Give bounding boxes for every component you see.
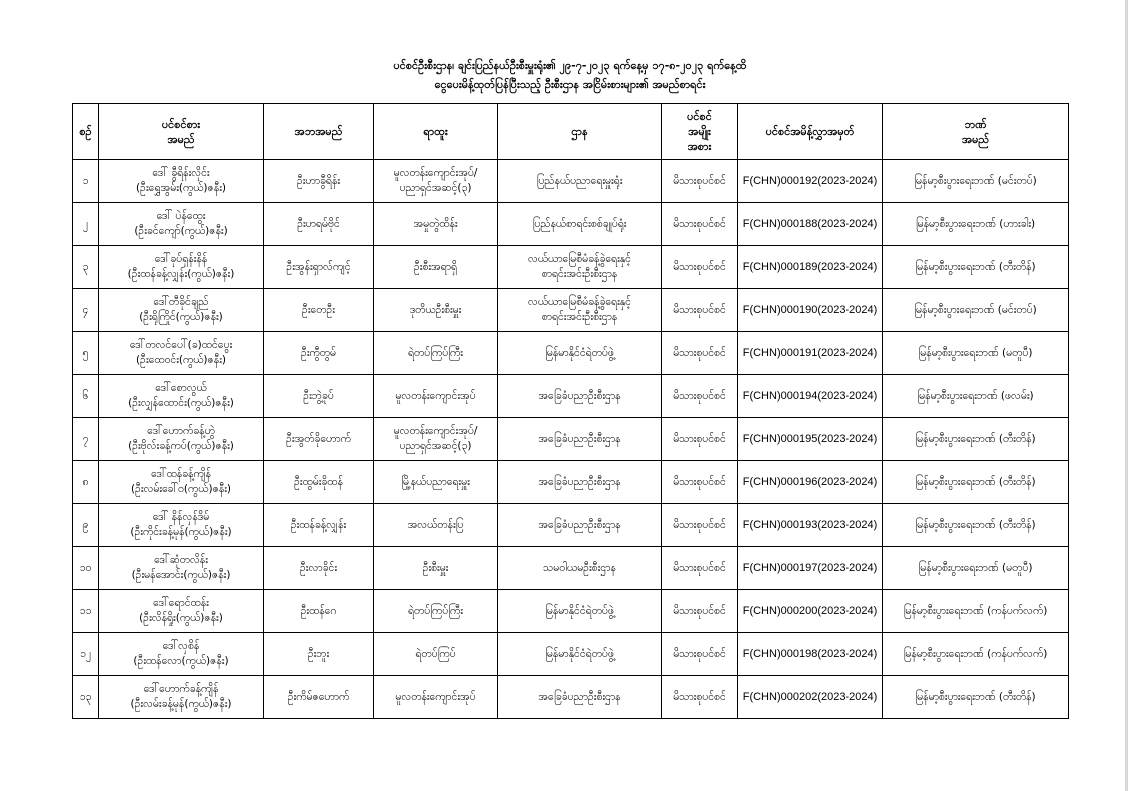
cell-father-name bbox=[264, 504, 374, 547]
bank-name: မြန်မာ့စီးပွားရေးဘဏ် (မတူပီ) bbox=[918, 561, 1033, 574]
cell-bank-name bbox=[883, 676, 1069, 719]
header-department bbox=[498, 104, 662, 160]
cell-rank bbox=[374, 676, 498, 719]
cell-pensioner-name bbox=[99, 332, 264, 375]
pension-type: မိသားစုပင်စင် bbox=[673, 260, 726, 273]
department-line1: လယ်ယာမြေစီမံခန့်ခွဲရေးနှင့် bbox=[527, 253, 631, 265]
cell-father-name bbox=[264, 332, 374, 375]
pensioner-name: ဒေါ်လှစိန် bbox=[162, 640, 200, 652]
cell-rank bbox=[374, 547, 498, 590]
cell-father-name bbox=[264, 375, 374, 418]
row-number: ၉ bbox=[82, 518, 89, 531]
header-license-number bbox=[738, 104, 883, 160]
cell-pension-type bbox=[662, 504, 738, 547]
header-pension-type bbox=[662, 104, 738, 160]
header-father-text: အဘအမည် bbox=[294, 125, 343, 138]
department-line1: ပြည်နယ်စာရင်းစစ်ချုပ်ရုံး bbox=[532, 217, 627, 230]
cell-bank-name bbox=[883, 332, 1069, 375]
father-name: ဦးကွီတွမ် bbox=[301, 346, 336, 359]
cell-pensioner-name bbox=[99, 547, 264, 590]
department-line2: စာရင်းအင်းဦးစီးဌာန bbox=[541, 311, 618, 323]
cell-no bbox=[73, 418, 99, 461]
bank-name: မြန်မာ့စီးပွားရေးဘဏ် (တီးတိန်) bbox=[915, 690, 1036, 703]
row-number: ၃ bbox=[82, 260, 89, 273]
department-line1: အခြေခံပညာဦးစီးဌာန bbox=[538, 518, 621, 531]
father-name: ဦးလာခိုင်း bbox=[299, 561, 338, 574]
cell-department bbox=[498, 590, 662, 633]
bank-name: မြန်မာ့စီးပွားရေးဘဏ် (မင်းတပ်) bbox=[914, 174, 1037, 187]
cell-department bbox=[498, 504, 662, 547]
license-number: F(CHN)000197(2023-2024) bbox=[742, 561, 878, 574]
cell-license-number bbox=[738, 547, 883, 590]
header-type-line1: ပင်စင် bbox=[687, 110, 712, 123]
bank-name: မြန်မာ့စီးပွားရေးဘဏ် (တီးတိန်) bbox=[915, 518, 1036, 531]
license-number: F(CHN)000196(2023-2024) bbox=[742, 475, 878, 488]
row-number: ၇ bbox=[82, 432, 89, 445]
spouse-note: (ဦးလိန်ရှိုး(ကွယ်)ဇနီး) bbox=[139, 612, 223, 624]
father-name: ဦးအွတ်ခိုဟောက် bbox=[286, 432, 351, 445]
cell-license-number bbox=[738, 590, 883, 633]
rank-line1: ရဲတပ်ကြပ် bbox=[415, 647, 456, 660]
cell-license-number bbox=[738, 289, 883, 332]
cell-license-number bbox=[738, 203, 883, 246]
bank-name: မြန်မာ့စီးပွားရေးဘဏ် (ဟားခါး) bbox=[915, 217, 1036, 230]
row-number: ၁၀ bbox=[79, 561, 92, 574]
spouse-note: (ဦးထေဝင်း(ကွယ်)ဇနီး) bbox=[136, 354, 226, 366]
pension-type: မိသားစုပင်စင် bbox=[673, 217, 726, 230]
pensioner-name: ဒေါ်တလင်ပေါ်(ခ)ထင်ပွေး bbox=[129, 339, 233, 351]
cell-bank-name bbox=[883, 246, 1069, 289]
cell-department bbox=[498, 547, 662, 590]
bank-name: မြန်မာ့စီးပွားရေးဘဏ် (ကန်ပက်လက်) bbox=[903, 604, 1048, 617]
header-no bbox=[73, 104, 99, 160]
header-rank bbox=[374, 104, 498, 160]
spouse-note: (ဦးခင်ကျော်(ကွယ်)ဇနီး) bbox=[134, 225, 228, 237]
father-name: ဦးဟရမ်ဗိုင် bbox=[297, 217, 340, 230]
department-line1: အခြေခံပညာဦးစီးဌာန bbox=[538, 432, 621, 445]
header-name-line1: ပင်စင်စား bbox=[161, 117, 201, 131]
rank-line1: ရဲတပ်ကြပ်ကြီး bbox=[408, 604, 463, 617]
table-row bbox=[73, 203, 1069, 246]
license-number: F(CHN)000198(2023-2024) bbox=[742, 647, 878, 660]
cell-rank bbox=[374, 504, 498, 547]
pension-type: မိသားစုပင်စင် bbox=[673, 432, 726, 445]
father-name: ဦးအွန်းရှာလ်ကျင့် bbox=[286, 260, 351, 273]
cell-no bbox=[73, 547, 99, 590]
cell-department bbox=[498, 461, 662, 504]
rank-line1: ဒုတိယဦးစီးမှူး bbox=[409, 303, 462, 316]
rank-line1: အမှုတွဲထိန်း bbox=[413, 217, 458, 230]
header-bank-name bbox=[883, 104, 1069, 160]
license-number: F(CHN)000195(2023-2024) bbox=[742, 432, 878, 445]
row-number: ၁၂ bbox=[79, 647, 92, 660]
cell-license-number bbox=[738, 246, 883, 289]
cell-pensioner-name bbox=[99, 289, 264, 332]
cell-father-name bbox=[264, 461, 374, 504]
spouse-note: (ဦးမန်အောင်း(ကွယ်)ဇနီး) bbox=[131, 569, 231, 581]
pensioner-name: ဒေါ်ထန်ခန့်ကျိန် bbox=[151, 468, 211, 480]
cell-father-name bbox=[264, 676, 374, 719]
spouse-note: (ဦးဗိုလ်းခန့်ကပ်(ကွယ်)ဇနီး) bbox=[128, 440, 234, 452]
cell-rank bbox=[374, 332, 498, 375]
pension-type: မိသားစုပင်စင် bbox=[673, 174, 726, 187]
pension-type: မိသားစုပင်စင် bbox=[673, 604, 726, 617]
department-line1: မြန်မာနိုင်ငံရဲတပ်ဖွဲ့ bbox=[545, 604, 614, 617]
rank-line2: ပညာရှင်အဆင့်(၃) bbox=[399, 182, 472, 194]
cell-no bbox=[73, 504, 99, 547]
cell-license-number bbox=[738, 332, 883, 375]
title-line-1: ပင်စင်ဦးစီးဌာန၊ ချင်းပြည်နယ်ဦးစီးမှူးရုံး၏ ၂၉-၇-၂၀၂၃ ရက်နေ့မှ ၁၇-၈-၂၀၂၃ ရက်နေ့ထိ bbox=[393, 59, 747, 72]
license-number: F(CHN)000200(2023-2024) bbox=[742, 604, 878, 617]
cell-bank-name bbox=[883, 375, 1069, 418]
cell-pension-type bbox=[662, 160, 738, 203]
cell-pensioner-name bbox=[99, 504, 264, 547]
cell-rank bbox=[374, 160, 498, 203]
cell-no bbox=[73, 461, 99, 504]
cell-father-name bbox=[264, 633, 374, 676]
header-father-name bbox=[264, 104, 374, 160]
cell-pension-type bbox=[662, 590, 738, 633]
table-row bbox=[73, 332, 1069, 375]
header-type-line3: အစား bbox=[687, 140, 712, 153]
cell-rank bbox=[374, 246, 498, 289]
header-pensioner-name bbox=[99, 104, 264, 160]
table-row bbox=[73, 504, 1069, 547]
spouse-note: (ဦးလမ်းခန့်မုန်(ကွယ်)ဇနီး) bbox=[130, 698, 232, 710]
rank-line1: အလယ်တန်းပြ bbox=[407, 518, 464, 531]
table-row bbox=[73, 461, 1069, 504]
header-license-text: ပင်စင်အမိန့်လွှာအမှတ် bbox=[765, 125, 855, 138]
license-number: F(CHN)000192(2023-2024) bbox=[742, 174, 878, 187]
cell-no bbox=[73, 160, 99, 203]
spouse-note: (ဦးရိုကြိုင်(ကွယ်)ဇနီး) bbox=[139, 311, 223, 323]
cell-pension-type bbox=[662, 633, 738, 676]
pension-type: မိသားစုပင်စင် bbox=[673, 518, 726, 531]
cell-pension-type bbox=[662, 676, 738, 719]
cell-no bbox=[73, 375, 99, 418]
rank-line1: မူလတန်းကျောင်းအုပ်/ bbox=[393, 425, 478, 437]
pensioner-name: ဒေါ်ဟောက်ခန့်ကျိန် bbox=[143, 683, 219, 695]
header-bank-line2: အမည် bbox=[961, 132, 990, 146]
cell-pension-type bbox=[662, 332, 738, 375]
rank-line1: ဦးစီးအရာရှိ bbox=[413, 260, 458, 273]
rank-line1: မူလတန်းကျောင်းအုပ် bbox=[395, 690, 476, 703]
spouse-note: (ဦးလမ်းခေါ်ဝ(ကွယ်)ဇနီး) bbox=[130, 483, 232, 495]
table-row bbox=[73, 676, 1069, 719]
row-number: ၁၃ bbox=[79, 690, 92, 703]
spouse-note: (ဦးလျှန်ထောင်း(ကွယ်)ဇနီး) bbox=[128, 397, 234, 409]
header-type-line2: အမျိုး bbox=[688, 125, 711, 138]
cell-rank bbox=[374, 203, 498, 246]
cell-pension-type bbox=[662, 461, 738, 504]
bank-name: မြန်မာ့စီးပွားရေးဘဏ် (တီးတိန်) bbox=[915, 475, 1036, 488]
pensioner-name: ဒေါ်ရောင်ထန်း bbox=[153, 597, 209, 609]
bank-name: မြန်မာ့စီးပွားရေးဘဏ် (ကန်ပက်လက်) bbox=[903, 647, 1048, 660]
department-line1: မြန်မာနိုင်ငံရဲတပ်ဖွဲ့ bbox=[545, 647, 614, 660]
cell-no bbox=[73, 590, 99, 633]
pension-type: မိသားစုပင်စင် bbox=[673, 475, 726, 488]
cell-license-number bbox=[738, 375, 883, 418]
pensioner-table bbox=[72, 103, 1069, 719]
father-name: ဦးထွမ်းခိုထန် bbox=[294, 475, 343, 488]
father-name: ဦးဘွဲ့ခုပ် bbox=[303, 389, 334, 402]
table-row bbox=[73, 547, 1069, 590]
cell-department bbox=[498, 676, 662, 719]
cell-license-number bbox=[738, 160, 883, 203]
pension-type: မိသားစုပင်စင် bbox=[673, 690, 726, 703]
table-body bbox=[73, 160, 1069, 719]
cell-father-name bbox=[264, 246, 374, 289]
pensioner-name: ဒေါ် ခွီရိန်းလိုင်း bbox=[152, 167, 210, 179]
cell-bank-name bbox=[883, 633, 1069, 676]
license-number: F(CHN)000188(2023-2024) bbox=[742, 217, 878, 230]
cell-department bbox=[498, 160, 662, 203]
department-line1: အခြေခံပညာဦးစီးဌာန bbox=[538, 475, 621, 488]
pensioner-name: ဒေါ် ပဲန်ထွေး bbox=[156, 210, 206, 222]
table-row bbox=[73, 246, 1069, 289]
spouse-note: (ဦးထန်လော(ကွယ်)ဇနီး) bbox=[133, 655, 229, 667]
pensioner-name: ဒေါ် နိန်လှန်ဒိမ် bbox=[152, 511, 210, 523]
bank-name: မြန်မာ့စီးပွားရေးဘဏ် (ဖလမ်း) bbox=[917, 389, 1034, 402]
pensioner-name: ဒေါ်ဟောက်ခန့်ဟွဲ bbox=[147, 425, 215, 437]
row-number: ၆ bbox=[82, 389, 89, 402]
header-rank-text: ရာထူး bbox=[423, 125, 448, 138]
rank-line1: မြို့နယ်ပညာရေးမှူး bbox=[401, 475, 470, 488]
pensioner-name: ဒေါ်ဆုံတလိန်း bbox=[154, 554, 208, 566]
cell-department bbox=[498, 418, 662, 461]
cell-bank-name bbox=[883, 547, 1069, 590]
cell-no bbox=[73, 203, 99, 246]
cell-rank bbox=[374, 461, 498, 504]
cell-license-number bbox=[738, 418, 883, 461]
department-line1: သမဝါယမဦးစီးဌာန bbox=[543, 561, 616, 574]
table-header-row bbox=[73, 104, 1069, 160]
header-dept-text: ဌာန bbox=[571, 125, 588, 138]
cell-bank-name bbox=[883, 289, 1069, 332]
row-number: ၅ bbox=[82, 346, 89, 359]
row-number: ၁၁ bbox=[79, 604, 92, 617]
cell-pension-type bbox=[662, 418, 738, 461]
cell-father-name bbox=[264, 547, 374, 590]
spouse-note: (ဦးကိုင်းခန့်မုန်(ကွယ်)ဇနီး) bbox=[130, 526, 232, 538]
cell-rank bbox=[374, 633, 498, 676]
row-number: ၂ bbox=[82, 217, 89, 230]
department-line1: အခြေခံပညာဦးစီးဌာန bbox=[538, 690, 621, 703]
cell-pensioner-name bbox=[99, 590, 264, 633]
father-name: ဦးဘူး bbox=[307, 647, 330, 660]
cell-bank-name bbox=[883, 418, 1069, 461]
table-row bbox=[73, 590, 1069, 633]
cell-bank-name bbox=[883, 203, 1069, 246]
cell-department bbox=[498, 203, 662, 246]
table-row bbox=[73, 375, 1069, 418]
cell-bank-name bbox=[883, 504, 1069, 547]
cell-pensioner-name bbox=[99, 203, 264, 246]
cell-pension-type bbox=[662, 547, 738, 590]
row-number: ၄ bbox=[82, 303, 89, 316]
cell-pension-type bbox=[662, 203, 738, 246]
cell-no bbox=[73, 246, 99, 289]
cell-pension-type bbox=[662, 246, 738, 289]
license-number: F(CHN)000193(2023-2024) bbox=[742, 518, 878, 531]
cell-pension-type bbox=[662, 375, 738, 418]
cell-father-name bbox=[264, 289, 374, 332]
license-number: F(CHN)000202(2023-2024) bbox=[742, 690, 878, 703]
cell-rank bbox=[374, 590, 498, 633]
title-line-2: ငွေပေးမိန့်ထုတ်ပြန်ပြီးသည့် ဦးစီးဌာန အငြိမ်းစားများ၏ အမည်စာရင်း bbox=[434, 78, 706, 91]
father-name: ဦးဟာခွီရိန်း bbox=[296, 174, 341, 187]
cell-license-number bbox=[738, 633, 883, 676]
department-line2: စာရင်းအင်းဦးစီးဌာန bbox=[541, 268, 618, 280]
rank-line1: ရဲတပ်ကြပ်ကြီး bbox=[408, 346, 463, 359]
cell-department bbox=[498, 633, 662, 676]
pension-type: မိသားစုပင်စင် bbox=[673, 389, 726, 402]
bank-name: မြန်မာ့စီးပွားရေးဘဏ် (တီးတိန်) bbox=[915, 432, 1036, 445]
cell-pensioner-name bbox=[99, 633, 264, 676]
cell-no bbox=[73, 633, 99, 676]
document-title bbox=[72, 56, 1068, 94]
spouse-note: (ဦးထန်ခန့်လျှန်း(ကွယ်)ဇနီး) bbox=[127, 268, 235, 280]
pensioner-name: ဒေါ်တီခိုင်ချည် bbox=[153, 296, 209, 308]
cell-bank-name bbox=[883, 461, 1069, 504]
father-name: ဦးကိမ်ဇဟောက် bbox=[287, 690, 350, 703]
table-row bbox=[73, 633, 1069, 676]
cell-pensioner-name bbox=[99, 375, 264, 418]
department-line1: ပြည်နယ်ပညာရေးမှူးရုံး bbox=[536, 174, 623, 187]
bank-name: မြန်မာ့စီးပွားရေးဘဏ် (တီးတိန်) bbox=[915, 260, 1036, 273]
cell-department bbox=[498, 375, 662, 418]
row-number: ၈ bbox=[82, 475, 89, 488]
cell-pensioner-name bbox=[99, 461, 264, 504]
cell-pensioner-name bbox=[99, 246, 264, 289]
cell-bank-name bbox=[883, 160, 1069, 203]
cell-father-name bbox=[264, 160, 374, 203]
cell-no bbox=[73, 676, 99, 719]
rank-line2: ပညာရှင်အဆင့်(၃) bbox=[399, 440, 472, 452]
cell-pensioner-name bbox=[99, 160, 264, 203]
license-number: F(CHN)000190(2023-2024) bbox=[742, 303, 878, 316]
department-line1: မြန်မာနိုင်ငံရဲတပ်ဖွဲ့ bbox=[545, 346, 614, 359]
father-name: ဦးတေဦး bbox=[302, 303, 335, 316]
department-line1: လယ်ယာမြေစီမံခန့်ခွဲရေးနှင့် bbox=[527, 296, 631, 308]
pensioner-name: ဒေါ်စောလွယ် bbox=[155, 382, 207, 394]
cell-bank-name bbox=[883, 590, 1069, 633]
cell-father-name bbox=[264, 590, 374, 633]
cell-license-number bbox=[738, 676, 883, 719]
father-name: ဦးထန်ခန့်လျှန်း bbox=[290, 518, 347, 531]
table-row bbox=[73, 160, 1069, 203]
cell-father-name bbox=[264, 203, 374, 246]
cell-license-number bbox=[738, 504, 883, 547]
rank-line1: ဦးစီးမှူး bbox=[422, 561, 449, 574]
table-row bbox=[73, 418, 1069, 461]
cell-department bbox=[498, 246, 662, 289]
rank-line1: မူလတန်းကျောင်းအုပ် bbox=[395, 389, 476, 402]
cell-no bbox=[73, 289, 99, 332]
cell-department bbox=[498, 289, 662, 332]
father-name: ဦးထန်ဂေ bbox=[300, 604, 337, 617]
header-no-text: စဉ် bbox=[79, 125, 92, 138]
row-number: ၁ bbox=[82, 174, 89, 187]
license-number: F(CHN)000194(2023-2024) bbox=[742, 389, 878, 402]
header-name-line2: အမည် bbox=[167, 132, 195, 146]
cell-rank bbox=[374, 375, 498, 418]
cell-pension-type bbox=[662, 289, 738, 332]
cell-rank bbox=[374, 418, 498, 461]
bank-name: မြန်မာ့စီးပွားရေးဘဏ် (မတူပီ) bbox=[918, 346, 1033, 359]
cell-no bbox=[73, 332, 99, 375]
bank-name: မြန်မာ့စီးပွားရေးဘဏ် (မင်းတပ်) bbox=[914, 303, 1037, 316]
header-bank-line1: ဘဏ် bbox=[964, 117, 987, 131]
rank-line1: မူလတန်းကျောင်းအုပ်/ bbox=[393, 167, 478, 179]
cell-license-number bbox=[738, 461, 883, 504]
spouse-note: (ဦးရွှေအွမ်း(ကွယ်)ဇနီး) bbox=[136, 182, 226, 194]
cell-pensioner-name bbox=[99, 676, 264, 719]
cell-department bbox=[498, 332, 662, 375]
table-row bbox=[73, 289, 1069, 332]
pension-type: မိသားစုပင်စင် bbox=[673, 303, 726, 316]
department-line1: အခြေခံပညာဦးစီးဌာန bbox=[538, 389, 621, 402]
cell-father-name bbox=[264, 418, 374, 461]
pension-type: မိသားစုပင်စင် bbox=[673, 561, 726, 574]
pension-type: မိသားစုပင်စင် bbox=[673, 647, 726, 660]
license-number: F(CHN)000191(2023-2024) bbox=[742, 346, 878, 359]
cell-rank bbox=[374, 289, 498, 332]
pension-type: မိသားစုပင်စင် bbox=[673, 346, 726, 359]
pensioner-name: ဒေါ်ခုပ်ရှန်းနိန် bbox=[154, 253, 208, 265]
license-number: F(CHN)000189(2023-2024) bbox=[742, 260, 878, 273]
cell-pensioner-name bbox=[99, 418, 264, 461]
